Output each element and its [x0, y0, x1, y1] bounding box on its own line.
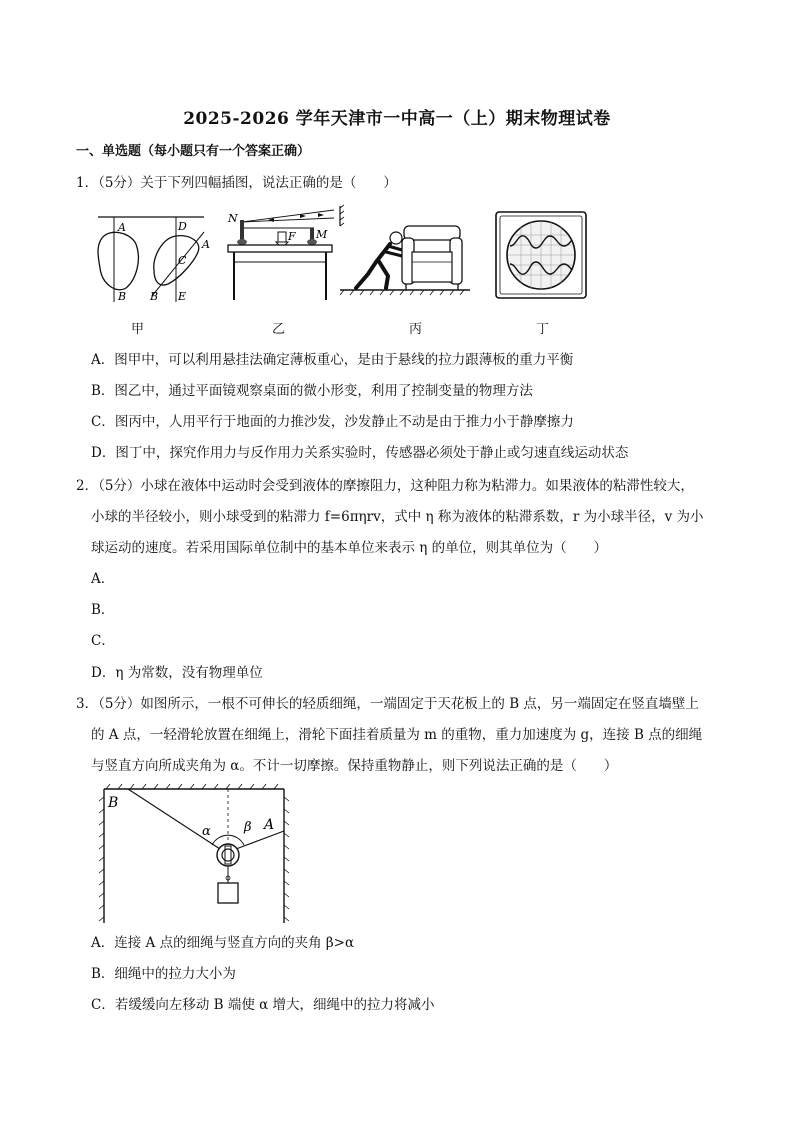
label-n: N	[228, 212, 238, 225]
q3-option-a: A．连接 A 点的细绳与竖直方向的夹角 β>α	[91, 935, 355, 951]
figure-ding	[494, 210, 590, 302]
page-title: 2025-2026 学年天津市一中高一（上）期末物理试卷	[183, 109, 611, 129]
label-q3-b: B	[108, 795, 119, 811]
q3-stem-line2: 的 A 点，一轻滑轮放置在细绳上，滑轮下面挂着质量为 m 的重物，重力加速度为 g，连接 B 点的细绳	[91, 727, 703, 743]
label-b2: B	[150, 290, 159, 303]
q2-option-c: C．	[91, 633, 115, 649]
label-q3-a: A	[264, 817, 275, 833]
q1-stem: 1．（5分）关于下列四幅插图，说法正确的是（ ）	[76, 175, 397, 191]
q1-option-c: C．图丙中，人用平行于地面的力推沙发，沙发静止不动是由于推力小于静摩擦力	[91, 414, 574, 430]
q3-stem-line1: 3．（5分）如图所示，一根不可伸长的轻质细绳，一端固定于天花板上的 B 点，另一端固定在竖直墙壁上	[76, 696, 699, 712]
q2-option-d: D．η 为常数，没有物理单位	[91, 665, 263, 681]
label-m: M	[316, 228, 328, 241]
q2-stem-line1: 2．（5分）小球在液体中运动时会受到液体的摩擦阻力，这种阻力称为粘滞力。如果液体的粘滞性较大，	[76, 478, 694, 494]
label-a1: A	[118, 221, 126, 234]
section-heading: 一、单选题（每小题只有一个答案正确）	[76, 144, 311, 159]
label-alpha: α	[202, 824, 211, 839]
q3-option-b: B．细绳中的拉力大小为	[91, 966, 236, 982]
label-f: F	[288, 230, 296, 243]
figure-bing	[338, 206, 472, 296]
q2-option-b: B．	[91, 602, 115, 618]
label-c: C	[178, 254, 187, 267]
label-b1: B	[118, 290, 127, 303]
q1-option-d: D．图丁中，探究作用力与反作用力关系实验时，传感器必须处于静止或匀速直线运动状态	[91, 445, 629, 461]
caption-ding: 丁	[536, 322, 550, 337]
q1-option-a: A．图甲中，可以利用悬挂法确定薄板重心，是由于悬线的拉力跟薄板的重力平衡	[91, 352, 574, 368]
q2-option-a: A．	[91, 571, 115, 587]
q2-stem-line3: 球运动的速度。若采用国际单位制中的基本单位来表示 η 的单位，则其单位为（ ）	[91, 540, 608, 556]
caption-jia: 甲	[131, 322, 145, 337]
label-e: E	[178, 290, 187, 303]
q3-stem-line3: 与竖直方向所成夹角为 α。不计一切摩擦。保持重物静止，则下列说法正确的是（ ）	[91, 758, 618, 774]
figure-yi	[224, 204, 352, 306]
label-a2: A	[202, 238, 210, 251]
label-d: D	[178, 220, 187, 233]
caption-bing: 丙	[409, 322, 423, 337]
q2-stem-line2: 小球的半径较小，则小球受到的粘滞力 f=6πηrv，式中 η 称为液体的粘滞系数，r 为小球半径，v 为小	[91, 509, 704, 525]
q3-option-c: C．若缓缓向左移动 B 端使 α 增大，细绳中的拉力将减小	[91, 997, 435, 1013]
q1-option-b: B．图乙中，通过平面镜观察桌面的微小形变，利用了控制变量的物理方法	[91, 383, 533, 399]
caption-yi: 乙	[272, 322, 286, 337]
figure-q3-pulley	[96, 783, 292, 925]
label-beta: β	[244, 820, 252, 835]
figure-jia	[92, 210, 212, 306]
